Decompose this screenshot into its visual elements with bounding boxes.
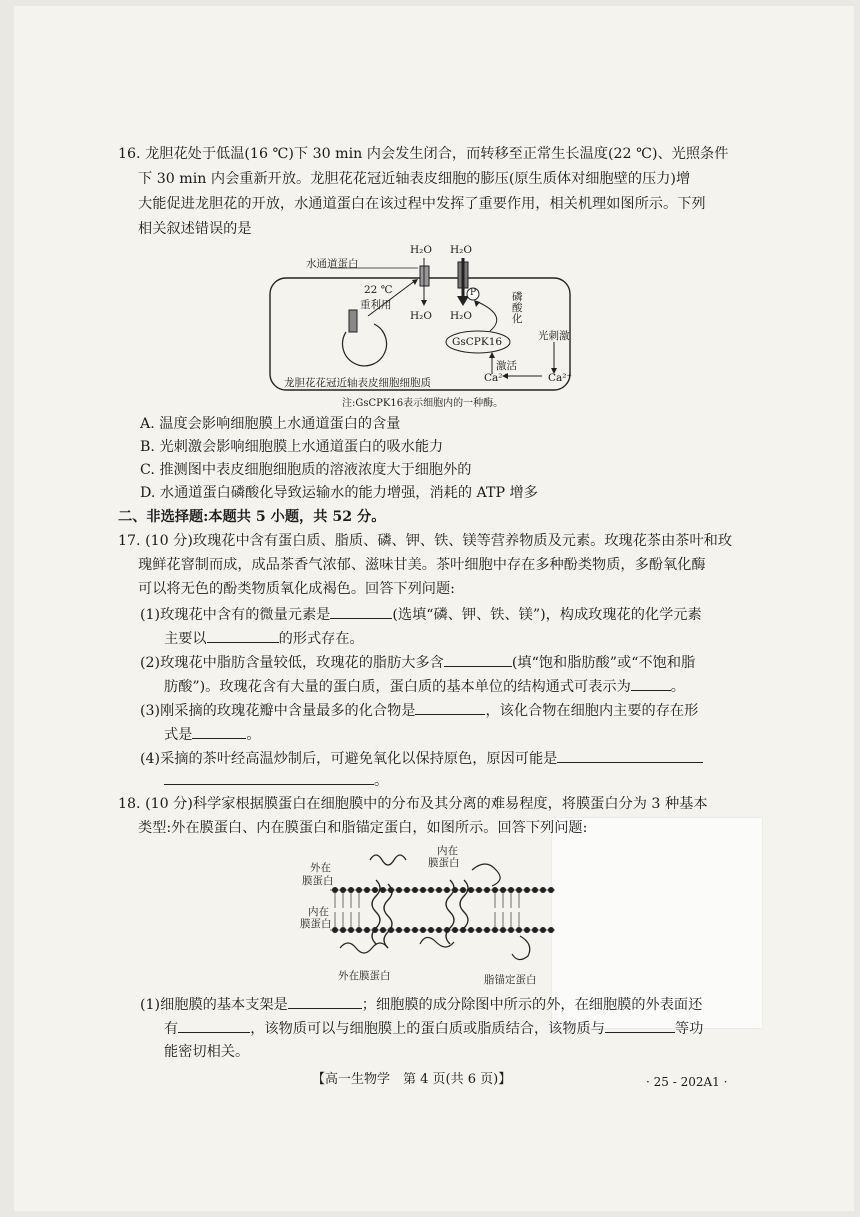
q17-line3: 可以将无色的酚类物质氧化成褐色。回答下列问题: bbox=[138, 581, 455, 597]
q17-sub2-text-d: 。 bbox=[670, 679, 685, 695]
q17-sub2-text-b: (填“饱和脂肪酸”或“不饱和脂 bbox=[511, 655, 696, 671]
q16-line3: 大能促进龙胆花的开放，水通道蛋白在该过程中发挥了重要作用，相关机理如图所示。下列 bbox=[138, 196, 706, 212]
q17-sub3-row1 bbox=[140, 700, 698, 721]
page-footer-code: · 25 - 202A1 · bbox=[646, 1075, 728, 1089]
q17-sub4-row1 bbox=[140, 748, 703, 769]
q18-sub1-text-c: 有 bbox=[164, 1021, 179, 1037]
q17-blank-7a[interactable] bbox=[557, 748, 703, 763]
q17-sub3-text-a: (3)刚采摘的玫瑰花瓣中含量最多的化合物是 bbox=[140, 703, 416, 719]
q16-line4: 相关叙述错误的是 bbox=[138, 221, 252, 237]
fig18-outer-label-2: 膜蛋白 bbox=[302, 875, 334, 887]
q17-sub3-row2 bbox=[164, 724, 261, 745]
q17-sub4-row2 bbox=[164, 770, 388, 791]
q18-sub1-row3: 能密切相关。 bbox=[164, 1044, 250, 1060]
q18-line1: 18. (10 分)科学家根据膜蛋白在细胞膜中的分布及其分离的难易程度，将膜蛋白分为 3 种基本 bbox=[118, 796, 708, 812]
fig16-light-label: 光刺激 bbox=[538, 330, 570, 342]
q18-sub1-row1 bbox=[140, 994, 702, 1015]
fig16-water-channel-label: 水通道蛋白 bbox=[306, 258, 359, 270]
q17-sub1-text-c: 主要以 bbox=[164, 631, 207, 647]
q18-sub1-text-e: 等功 bbox=[674, 1021, 704, 1037]
q18-line2: 类型:外在膜蛋白、内在膜蛋白和脂锚定蛋白，如图所示。回答下列问题: bbox=[138, 820, 588, 836]
q16-option-d: D. 水通道蛋白磷酸化导致运输水的能力增强，消耗的 ATP 增多 bbox=[140, 485, 538, 501]
fig18-inner-top-label-2: 膜蛋白 bbox=[428, 857, 460, 869]
q18-blank-3[interactable] bbox=[605, 1018, 675, 1033]
q17-line2: 瑰鲜花窨制而成，成品茶香气浓郁、滋味甘美。茶叶细胞中存在多种酚类物质，多酚氧化酶 bbox=[138, 557, 706, 573]
fig16-activate-label: 激活 bbox=[496, 360, 517, 372]
q17-sub3-text-b: ，该化合物在细胞内主要的存在形 bbox=[485, 703, 699, 719]
fig16-phos-1: 磷 bbox=[512, 291, 523, 303]
q17-sub2-row1 bbox=[140, 652, 695, 673]
q16-option-c: C. 推测图中表皮细胞细胞质的溶液浓度大于细胞外的 bbox=[140, 462, 472, 478]
fig16-enzyme-label: GsCPK16 bbox=[452, 336, 503, 348]
q17-sub2-row2 bbox=[164, 676, 685, 697]
q17-line1: 17. (10 分)玫瑰花中含有蛋白质、脂质、磷、钾、铁、镁等营养物质及元素。玫瑰花茶由茶叶和玫 bbox=[118, 533, 733, 549]
q18-sub1-text-a: (1)细胞膜的基本支架是 bbox=[140, 997, 288, 1013]
q17-blank-5[interactable] bbox=[415, 700, 485, 715]
q18-sub1-text-b: ；细胞膜的成分除图中所示的外，在细胞膜的外表面还 bbox=[361, 997, 703, 1013]
fig18-lipid-anchor-label: 脂锚定蛋白 bbox=[484, 974, 537, 986]
fig18-inner-top-label-1: 内在 bbox=[437, 845, 458, 857]
q17-sub1-text-a: (1)玫瑰花中含有的微量元素是 bbox=[140, 607, 331, 623]
q17-sub2-text-c: 肪酸”)。玫瑰花含有大量的蛋白质，蛋白质的基本单位的结构通式可表示为 bbox=[164, 679, 631, 695]
q18-blank-2[interactable] bbox=[178, 1018, 250, 1033]
fig18-outer-bottom-label: 外在膜蛋白 bbox=[338, 970, 391, 982]
section-2-heading: 二、非选择题:本题共 5 小题，共 52 分。 bbox=[118, 509, 386, 525]
fig16-reuse-label: 重利用 bbox=[360, 299, 392, 311]
fig18-inner-left-label-1: 内在 bbox=[308, 906, 329, 918]
q17-sub1-row1 bbox=[140, 604, 702, 625]
q17-sub4-text-a: (4)采摘的茶叶经高温炒制后，可避免氧化以保持原色，原因可能是 bbox=[140, 751, 558, 767]
fig16-temp-label: 22 ℃ bbox=[364, 284, 393, 296]
q16-option-a: A. 温度会影响细胞膜上水通道蛋白的含量 bbox=[140, 416, 401, 432]
q17-blank-1[interactable] bbox=[330, 604, 392, 619]
q17-blank-4[interactable] bbox=[631, 676, 671, 691]
fig16-note: 注:GsCPK16表示细胞内的一种酶。 bbox=[342, 398, 504, 409]
q17-sub4-text-b: 。 bbox=[374, 773, 389, 789]
q18-sub1-row2 bbox=[164, 1018, 703, 1039]
page-footer-center: 【高一生物学 第 4 页(共 6 页)】 bbox=[312, 1072, 512, 1087]
fig16-h2o-top-1: H₂O bbox=[410, 244, 432, 256]
fig16-cell-label: 龙胆花花冠近轴表皮细胞细胞质 bbox=[284, 377, 431, 389]
fig16-h2o-top-2: H₂O bbox=[450, 244, 472, 256]
q17-sub2-text-a: (2)玫瑰花中脂肪含量较低，玫瑰花的脂肪大多含 bbox=[140, 655, 444, 671]
q17-sub3-text-d: 。 bbox=[246, 727, 261, 743]
q17-blank-3[interactable] bbox=[444, 652, 512, 667]
fig16-phosphate-p: P bbox=[470, 288, 477, 298]
q16-line1: 16. 龙胆花处于低温(16 ℃)下 30 min 内会发生闭合，而转移至正常生长温度(22 ℃)、光照条件 bbox=[118, 146, 729, 162]
q18-sub1-text-d: ，该物质可以与细胞膜上的蛋白质或脂质结合，该物质与 bbox=[250, 1021, 605, 1037]
q16-option-b: B. 光刺激会影响细胞膜上水通道蛋白的吸水能力 bbox=[140, 439, 444, 455]
fig18-inner-left-label-2: 膜蛋白 bbox=[300, 918, 332, 930]
q16-line2: 下 30 min 内会重新开放。龙胆花花冠近轴表皮细胞的膨压(原生质体对细胞壁的压力)增 bbox=[138, 171, 691, 187]
fig16-ca-outside: Ca²⁺ bbox=[548, 372, 573, 384]
q17-sub1-text-d: 的形式存在。 bbox=[278, 631, 364, 647]
fig16-ca-inside: Ca²⁺ bbox=[484, 372, 509, 384]
fig16-h2o-bottom-2: H₂O bbox=[450, 310, 472, 322]
fig16-h2o-bottom-1: H₂O bbox=[410, 310, 432, 322]
q17-blank-6[interactable] bbox=[192, 724, 246, 739]
q17-blank-2[interactable] bbox=[207, 628, 279, 643]
q17-sub3-text-c: 式是 bbox=[164, 727, 193, 743]
q17-sub1-text-b: (选填“磷、钾、铁、镁”)，构成玫瑰花的化学元素 bbox=[392, 607, 702, 623]
q17-sub1-row2 bbox=[164, 628, 364, 649]
fig16-phos-2: 酸 bbox=[512, 302, 523, 314]
q18-blank-1[interactable] bbox=[288, 994, 362, 1009]
fig18-outer-label-1: 外在 bbox=[310, 862, 331, 874]
fig16-phos-3: 化 bbox=[512, 313, 523, 325]
q17-blank-7b[interactable] bbox=[164, 770, 374, 785]
